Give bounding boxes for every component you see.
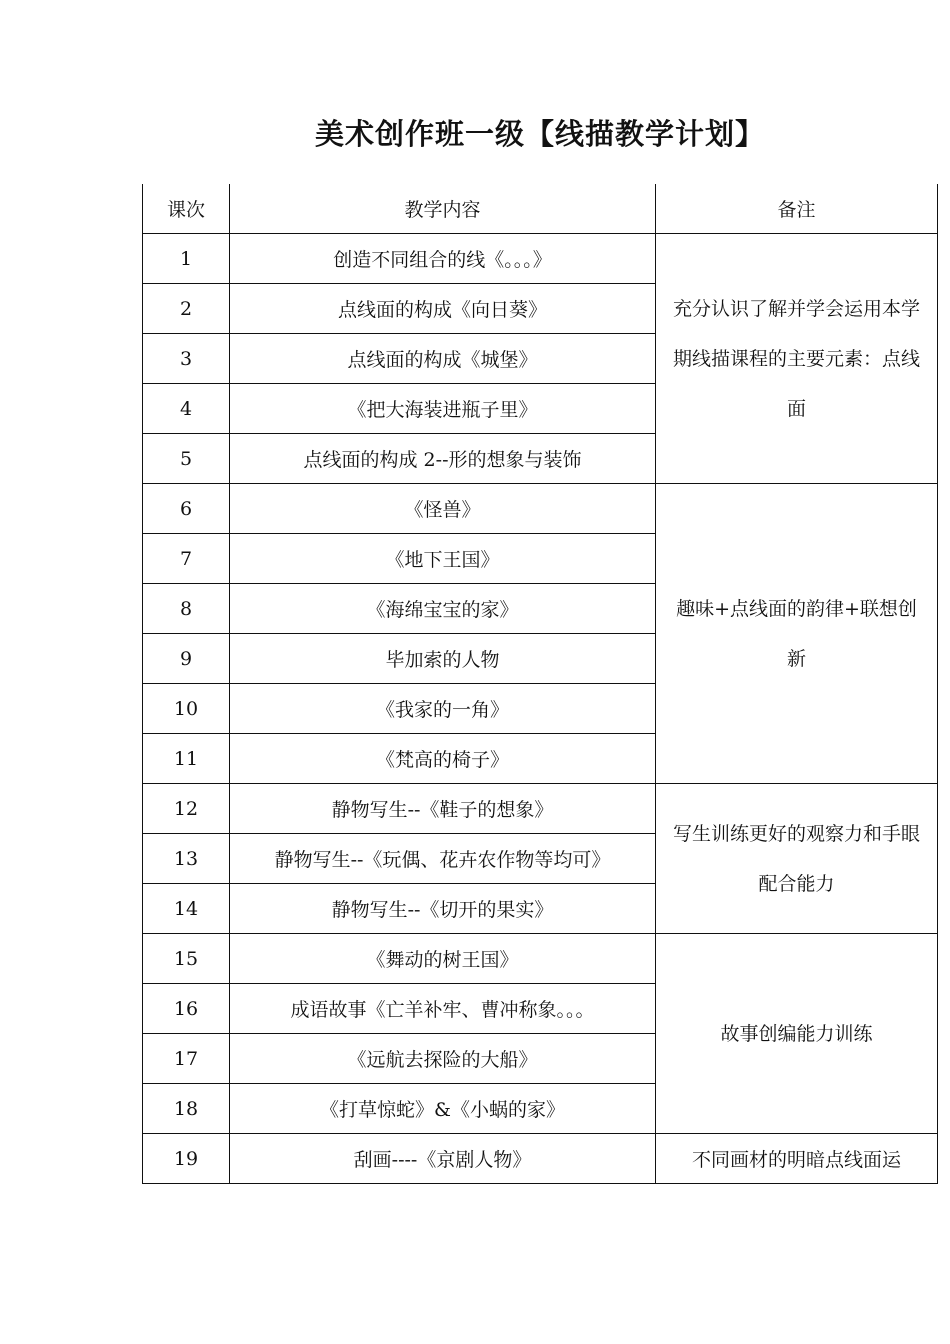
lesson-number: 19 xyxy=(143,1134,230,1184)
lesson-number: 13 xyxy=(143,834,230,884)
lesson-content: 《地下王国》 xyxy=(230,534,656,584)
lesson-content: 静物写生--《玩偶、花卉农作物等均可》 xyxy=(230,834,656,884)
lesson-content: 刮画----《京剧人物》 xyxy=(230,1134,656,1184)
lesson-number: 16 xyxy=(143,984,230,1034)
header-content: 教学内容 xyxy=(230,184,656,234)
lesson-content: 《打草惊蛇》&《小蜗的家》 xyxy=(230,1084,656,1134)
lesson-number: 18 xyxy=(143,1084,230,1134)
lesson-number: 7 xyxy=(143,534,230,584)
remark-cell: 充分认识了解并学会运用本学期线描课程的主要元素：点线面 xyxy=(656,234,938,484)
lesson-number: 6 xyxy=(143,484,230,534)
lesson-content: 《梵高的椅子》 xyxy=(230,734,656,784)
table-row xyxy=(143,484,938,534)
lesson-content: 《海绵宝宝的家》 xyxy=(230,584,656,634)
remark-cell: 写生训练更好的观察力和手眼配合能力 xyxy=(656,784,938,934)
lesson-number: 15 xyxy=(143,934,230,984)
lesson-number: 2 xyxy=(143,284,230,334)
remark-cell: 趣味+点线面的韵律+联想创新 xyxy=(656,484,938,784)
header-remark: 备注 xyxy=(656,184,938,234)
lesson-content: 《怪兽》 xyxy=(230,484,656,534)
table-row xyxy=(143,784,938,834)
table-row xyxy=(143,934,938,984)
lesson-content: 成语故事《亡羊补牢、曹冲称象。。。 xyxy=(230,984,656,1034)
lesson-content: 静物写生--《切开的果实》 xyxy=(230,884,656,934)
table-row xyxy=(143,234,938,284)
lesson-number: 14 xyxy=(143,884,230,934)
lesson-number: 4 xyxy=(143,384,230,434)
table-row xyxy=(143,1134,938,1184)
lesson-number: 11 xyxy=(143,734,230,784)
table-header-row xyxy=(143,184,938,234)
lesson-content: 《远航去探险的大船》 xyxy=(230,1034,656,1084)
lesson-number: 3 xyxy=(143,334,230,384)
lesson-content: 点线面的构成 2--形的想象与装饰 xyxy=(230,434,656,484)
lesson-number: 10 xyxy=(143,684,230,734)
remark-cell: 故事创编能力训练 xyxy=(656,934,938,1134)
lesson-number: 17 xyxy=(143,1034,230,1084)
lesson-number: 9 xyxy=(143,634,230,684)
lesson-content: 毕加索的人物 xyxy=(230,634,656,684)
lesson-content: 点线面的构成《城堡》 xyxy=(230,334,656,384)
lesson-content: 《我家的一角》 xyxy=(230,684,656,734)
lesson-number: 8 xyxy=(143,584,230,634)
lesson-content: 《把大海装进瓶子里》 xyxy=(230,384,656,434)
lesson-number: 1 xyxy=(143,234,230,284)
lesson-content: 点线面的构成《向日葵》 xyxy=(230,284,656,334)
lesson-content: 静物写生--《鞋子的想象》 xyxy=(230,784,656,834)
lesson-content: 《舞动的树王国》 xyxy=(230,934,656,984)
lesson-number: 5 xyxy=(143,434,230,484)
lesson-number: 12 xyxy=(143,784,230,834)
header-lesson: 课次 xyxy=(143,184,230,234)
page-title: 美术创作班一级【线描教学计划】 xyxy=(314,117,765,151)
lesson-content: 创造不同组合的线《。。。》 xyxy=(230,234,656,284)
lesson-plan-table xyxy=(142,184,938,1184)
remark-cell: 不同画材的明暗点线面运 xyxy=(656,1134,938,1184)
